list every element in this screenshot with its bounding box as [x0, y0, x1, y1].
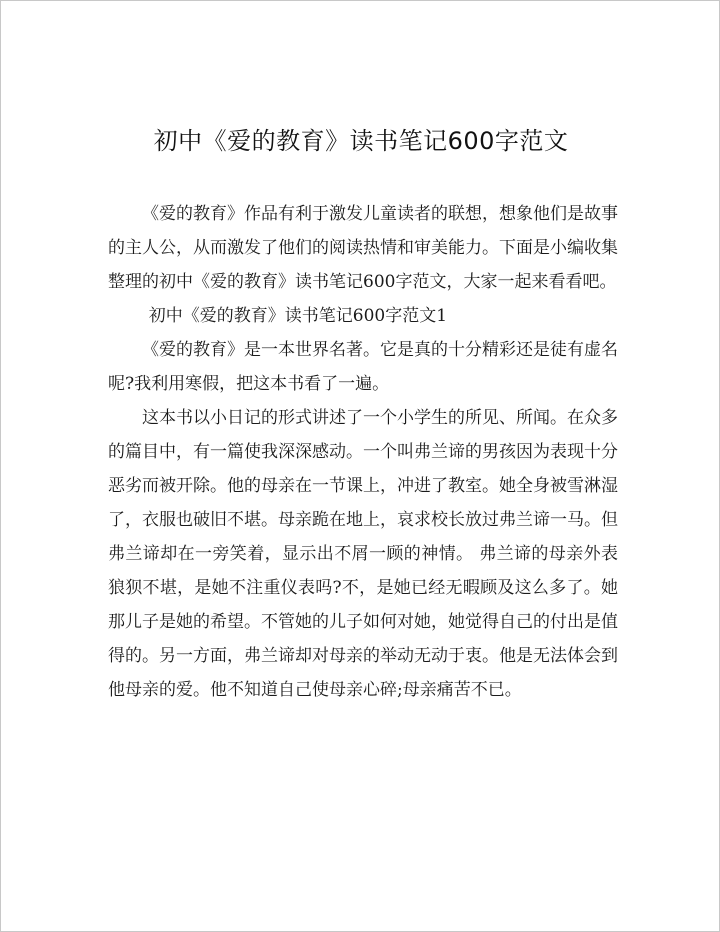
- body-paragraph: 《爱的教育》是一本世界名著。它是真的十分精彩还是徒有虚名呢?我利用寒假，把这本书看了一遍。: [108, 340, 618, 394]
- intro-paragraph: 《爱的教育》作品有利于激发儿童读者的联想，想象他们是故事的主人公，从而激发了他们的阅读热情和审美能力。下面是小编收集整理的初中《爱的教育》读书笔记600字范文，大家一起来看看吧。: [108, 204, 618, 292]
- document-body: [108, 197, 618, 707]
- body-paragraph: 这本书以小日记的形式讲述了一个小学生的所见、所闻。在众多的篇目中，有一篇使我深深感动。一个叫弗兰谛的男孩因为表现十分恶劣而被开除。他的母亲在一节课上，冲进了教室。她全身被雪淋湿了，衣服也破旧不堪。母亲跪在地上，哀求校长放过弗兰谛一马。但弗兰谛却在一旁笑着，显示出不屑一顾的神情。 弗兰谛的母亲外表狼狈不堪，是她不注重仪表吗?不，是她已经无暇顾及这么多了。她那儿子是她的希望。不管她的儿子如何对她，她觉得自己的付出是值得的。另一方面，弗兰谛却对母亲的举动无动于衷。他是无法体会到他母亲的爱。他不知道自己使母亲心碎;母亲痛苦不已。: [108, 408, 618, 700]
- section-heading: 初中《爱的教育》读书笔记600字范文1: [148, 306, 448, 326]
- document-title: 初中《爱的教育》读书笔记600字范文: [153, 127, 569, 155]
